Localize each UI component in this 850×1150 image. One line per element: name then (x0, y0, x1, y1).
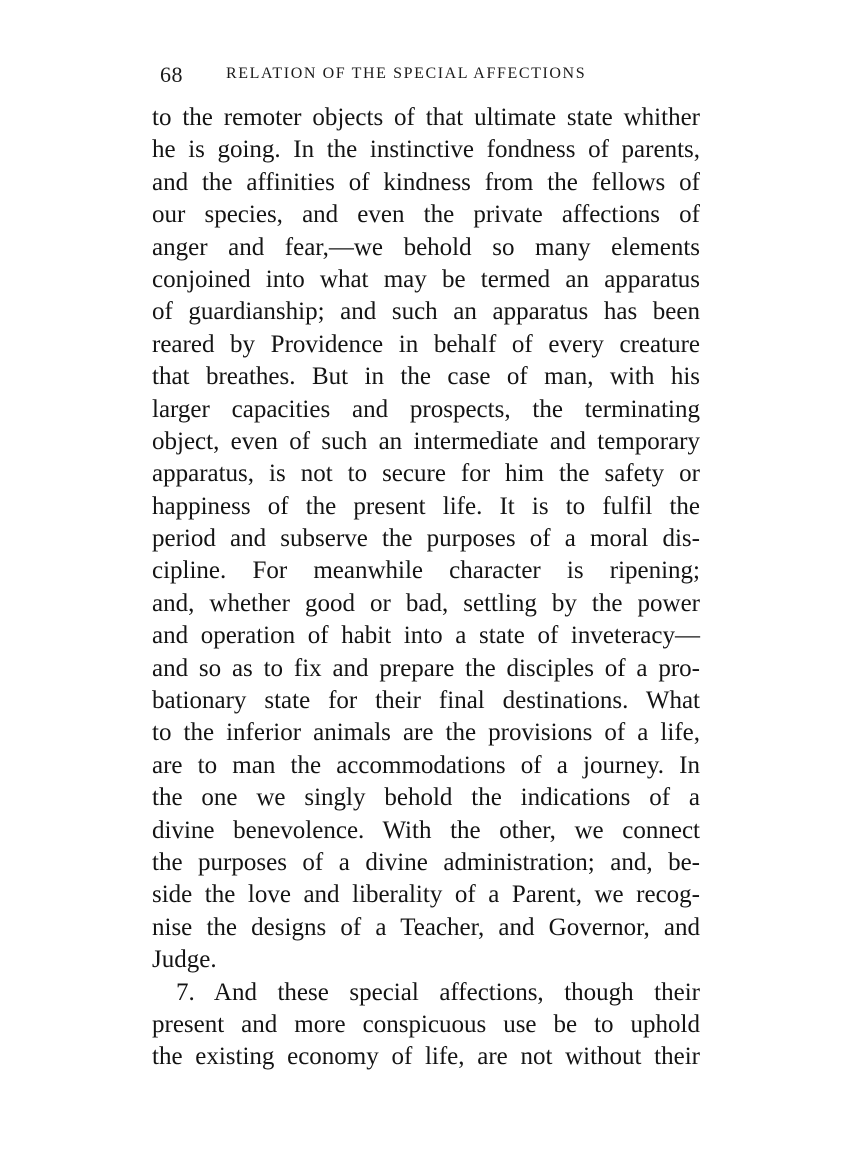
text-line: he is going. In the instinctive fondness of parents, (152, 136, 700, 164)
text-line: cipline. For meanwhile character is ripening; (152, 557, 700, 585)
text-line: reared by Providence in behalf of every creature (152, 330, 700, 358)
running-head (160, 60, 700, 90)
text-line: happiness of the present life. It is to fulfil the (152, 492, 700, 520)
text-line: to the remoter objects of that ultimate state whither (152, 104, 700, 131)
text-line: and so as to fix and prepare the disciples of a pro- (152, 654, 700, 682)
page-number: 68 (160, 62, 183, 87)
text-line: are to man the accommodations of a journey. In (152, 751, 700, 779)
text-line: that breathes. But in the case of man, with his (152, 363, 700, 391)
text-line: the purposes of a divine administration; and, be- (152, 848, 700, 876)
text-line: object, even of such an intermediate and temporary (152, 427, 700, 455)
text-line: the one we singly behold the indications of a (152, 784, 700, 812)
text-line: and operation of habit into a state of inveteracy— (152, 622, 700, 650)
text-line: to the inferior animals are the provisions of a life, (152, 719, 700, 747)
text-line: and, whether good or bad, settling by the power (152, 589, 700, 617)
text-line: Judge. (152, 946, 217, 974)
text-line: apparatus, is not to secure for him the safety or (152, 460, 700, 488)
text-line: anger and fear,—we behold so many elements (152, 233, 700, 261)
text-line: the existing economy of life, are not without their (152, 1043, 700, 1071)
text-line: larger capacities and prospects, the terminating (152, 395, 700, 423)
text-line: of guardianship; and such an apparatus has been (152, 298, 700, 326)
text-line: period and subserve the purposes of a moral dis- (152, 525, 700, 553)
running-title: RELATION OF THE SPECIAL AFFECTIONS (226, 65, 587, 82)
text-line: and the affinities of kindness from the fellows of (152, 168, 700, 196)
text-line: bationary state for their final destinations. What (152, 687, 700, 715)
section-start-line: 7. And these special affections, though their (176, 978, 700, 1006)
text-line: divine benevolence. With the other, we connect (152, 816, 700, 844)
text-line: nise the designs of a Teacher, and Governor, and (152, 913, 700, 941)
text-line: conjoined into what may be termed an apparatus (152, 265, 700, 293)
text-line: side the love and liberality of a Parent, we recog- (152, 881, 700, 909)
text-line: our species, and even the private affections of (152, 201, 700, 229)
text-line: present and more conspicuous use be to uphold (152, 1010, 700, 1038)
body-text (152, 102, 700, 1074)
